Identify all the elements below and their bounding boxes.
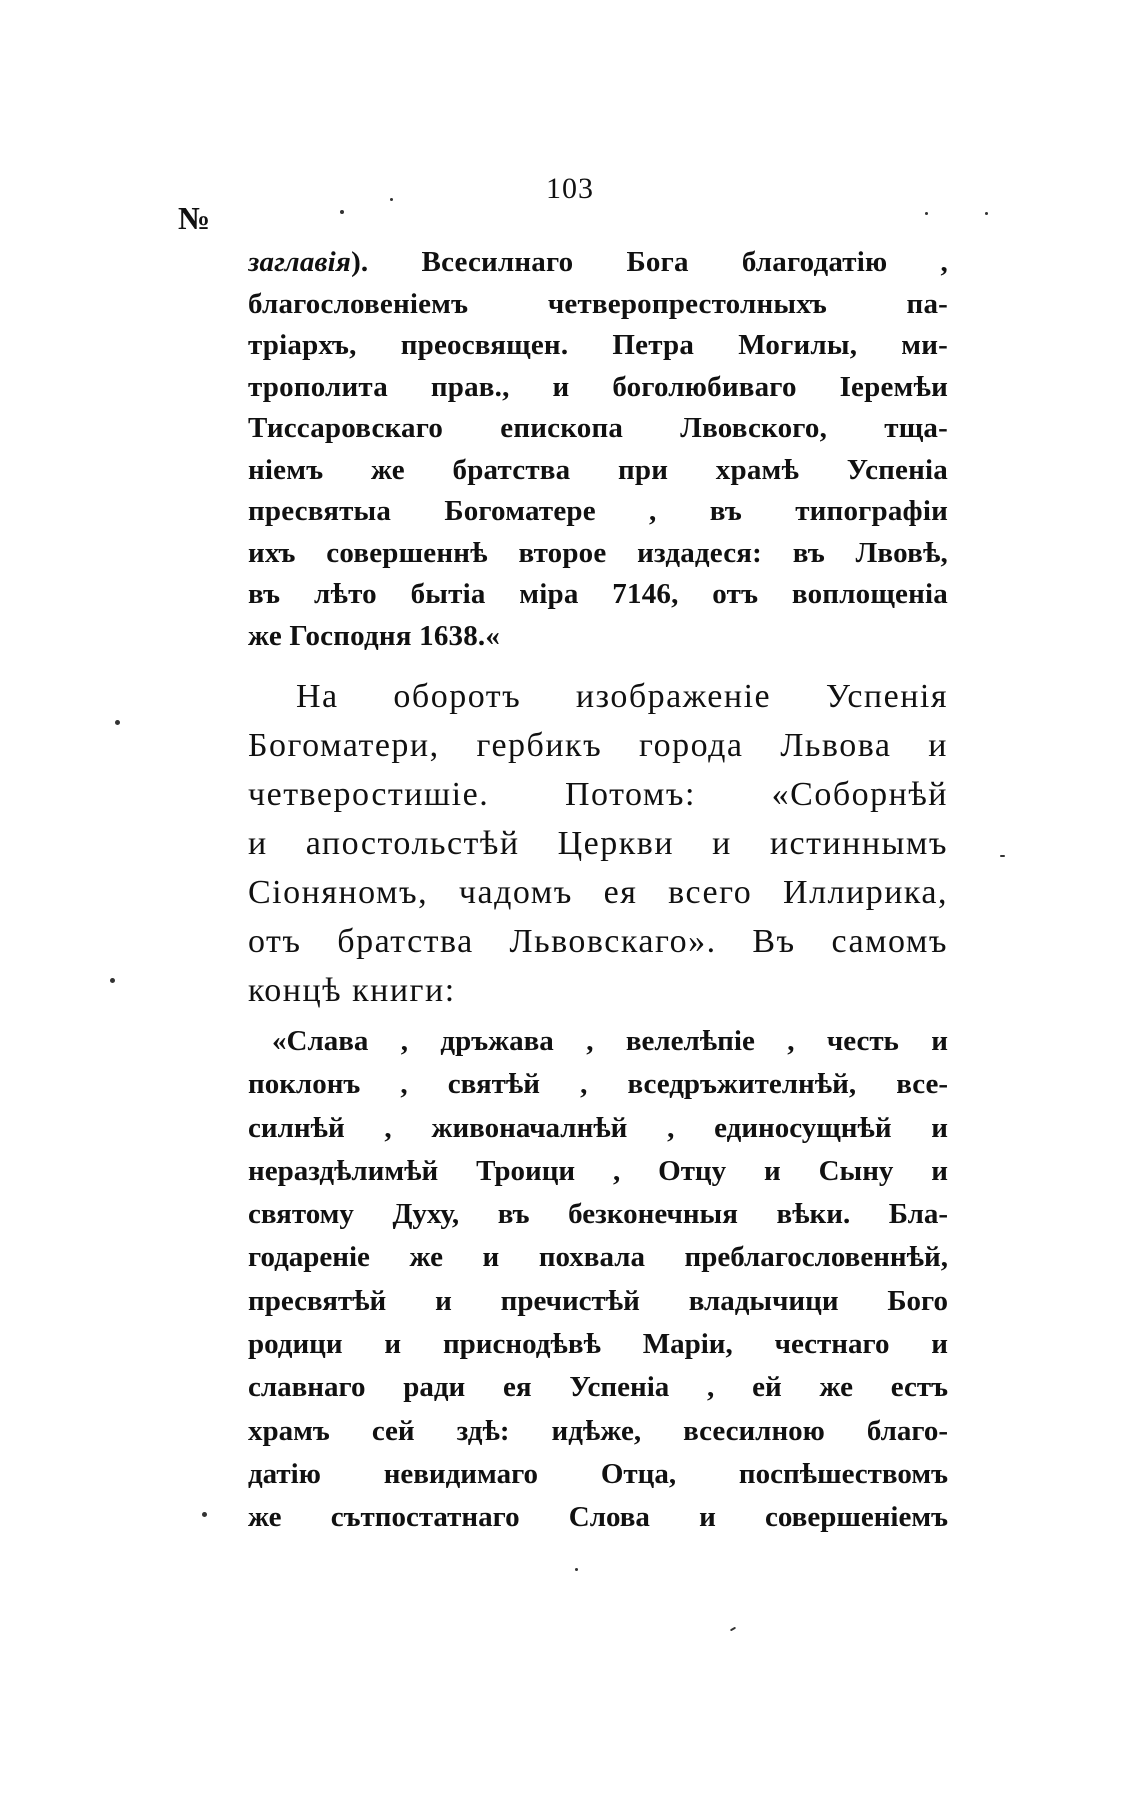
text-line: силнѣй , живоначалнѣй , единосущнѣй и bbox=[248, 1111, 948, 1144]
text-line: тріархъ, преосвящен. Петра Могилы, ми- bbox=[248, 329, 948, 361]
text-fragment: ). Всесилнаго Бога благодатію , bbox=[351, 246, 948, 278]
text-line: въ лѣто бытіа міра 7146, отъ воплощеніа bbox=[248, 578, 948, 610]
paragraph-reverse-description bbox=[248, 672, 948, 1015]
text-line: ихъ совершеннѣ второе издадеся: въ Лвовѣ, bbox=[248, 536, 948, 569]
text-line: благословеніемъ четверопрестолныхъ па- bbox=[248, 287, 948, 320]
text-line: «Слава , дръжава , велелѣпіе , честь и bbox=[272, 1025, 948, 1057]
print-speck bbox=[730, 1627, 736, 1632]
text-line: годареніе же и похвала преблагословеннѣй, bbox=[248, 1241, 948, 1274]
text-line: же сътпостатнаго Слова и совершеніемъ bbox=[248, 1501, 948, 1534]
text-line: пресвятыа Богоматере , въ типографіи bbox=[248, 495, 948, 527]
text-line: датію невидимаго Отца, поспѣшествомъ bbox=[248, 1457, 948, 1490]
text-line: же Господня 1638.« bbox=[248, 619, 501, 652]
text-line: родици и приснодѣвѣ Маріи, честнаго и bbox=[248, 1328, 948, 1361]
print-speck bbox=[985, 212, 988, 215]
print-speck bbox=[110, 978, 115, 983]
text-line: концѣ книги: bbox=[248, 972, 456, 1009]
text-line: ніемъ же братства при храмѣ Успеніа bbox=[248, 453, 948, 486]
page-number: 103 bbox=[546, 172, 594, 205]
text-line bbox=[248, 242, 948, 284]
print-speck bbox=[925, 212, 928, 215]
print-speck bbox=[340, 210, 344, 214]
print-speck bbox=[575, 1568, 578, 1571]
print-speck bbox=[115, 720, 120, 725]
print-speck bbox=[202, 1512, 207, 1517]
text-line: славнаго ради ея Успеніа , ей же естъ bbox=[248, 1371, 948, 1404]
text-line: На оборотъ изображеніе Успенія bbox=[296, 678, 948, 715]
text-line: святому Духу, въ безконечныя вѣки. Бла- bbox=[248, 1198, 948, 1231]
numero-mark: № bbox=[178, 200, 211, 236]
print-speck bbox=[1000, 855, 1005, 857]
text-line: и апостольстѣй Церкви и истиннымъ bbox=[248, 825, 948, 862]
text-line: трополита прав., и боголюбиваго Іеремѣи bbox=[248, 370, 948, 403]
print-speck bbox=[390, 198, 393, 201]
text-line: храмъ сей здѣ: идѣже, всесилною благо- bbox=[248, 1414, 948, 1447]
paragraph-title-description bbox=[248, 242, 948, 657]
text-line: пресвятѣй и пречистѣй владычици Бого bbox=[248, 1284, 948, 1317]
italic-word: заглавія bbox=[248, 246, 352, 278]
text-line: четверостишіе. Потомъ: «Соборнѣй bbox=[248, 776, 948, 813]
text-line: Сіоняномъ, чадомъ ея всего Иллирика, bbox=[248, 874, 948, 911]
text-line: отъ братства Львовскаго». Въ самомъ bbox=[248, 923, 948, 960]
text-line: нераздѣлимѣй Троици , Отцу и Сыну и bbox=[248, 1154, 948, 1187]
text-line: Богоматери, гербикъ города Львова и bbox=[248, 727, 948, 764]
text-line: Тиссаровскаго епископа Лвовского, тща- bbox=[248, 412, 948, 444]
text-line: поклонъ , святѣй , вседръжителнѣй, все- bbox=[248, 1068, 948, 1101]
paragraph-closing-quote bbox=[248, 1020, 948, 1540]
